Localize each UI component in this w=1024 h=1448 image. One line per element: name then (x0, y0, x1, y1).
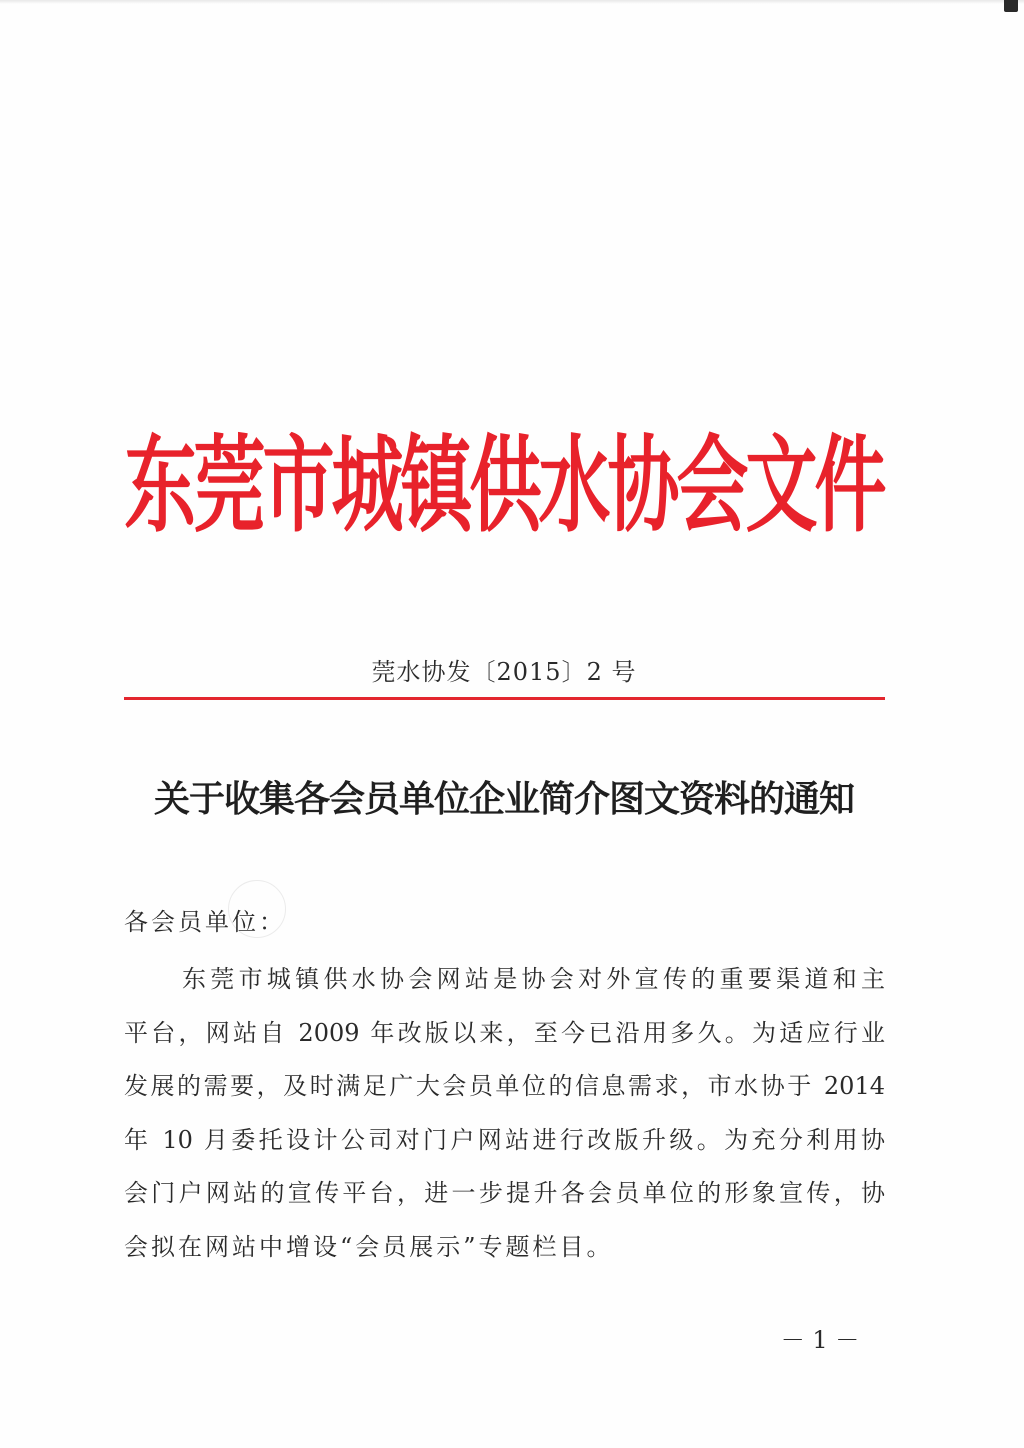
body-line: 东莞市城镇供水协会网站是协会对外宣传的重要渠道和主 (182, 965, 885, 993)
body-line: 发展的需要，及时满足广大会员单位的信息需求，市水协于 2014 (124, 1072, 885, 1100)
salutation: 各会员单位： (124, 908, 286, 936)
notice-title: 关于收集各会员单位企业简介图文资料的通知 (153, 778, 854, 820)
document-number: 莞水协发〔2015〕2 号 (371, 658, 637, 686)
masthead-title: 东莞市城镇供水协会文件 (124, 424, 884, 546)
red-divider-rule (124, 697, 885, 700)
body-line: 会门户网站的宣传平台，进一步提升各会员单位的形象宣传，协 (124, 1179, 885, 1207)
body-line: 平台，网站自 2009 年改版以来，至今已沿用多久。为适应行业 (124, 1019, 885, 1047)
scan-edge (0, 0, 1024, 4)
page-number: － 1 － (780, 1326, 860, 1354)
body-line: 会拟在网站中增设“会员展示”专题栏目。 (124, 1233, 614, 1261)
body-line: 年 10 月委托设计公司对门户网站进行改版升级。为充分利用协 (124, 1126, 885, 1154)
scan-corner-mark (1004, 0, 1018, 12)
